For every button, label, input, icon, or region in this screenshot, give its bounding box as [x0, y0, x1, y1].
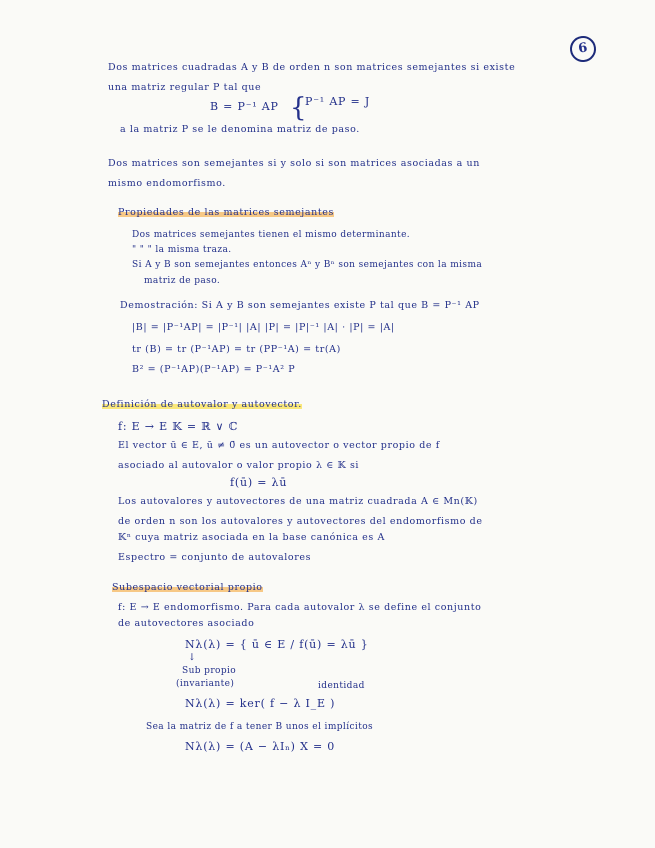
brace-symbol: {: [290, 93, 307, 123]
eigenspace-kernel: Nλ(λ) = ker( f − λ I_E ): [185, 697, 336, 710]
demonstration-det: |B| = |P⁻¹AP| = |P⁻¹| |A| |P| = |P|⁻¹ |A| · |P| = |A|: [132, 322, 395, 333]
matrix-eigen-line-1: Los autovalores y autovectores de una matriz cuadrada A ∈ Mn(𝕂): [118, 496, 478, 507]
definition-line-3: a la matriz P se le denomina matriz de paso.: [120, 124, 360, 135]
property-3b: matriz de paso.: [144, 276, 221, 286]
equation-similarity: B = P⁻¹ AP: [210, 100, 279, 113]
identity-label: identidad: [318, 681, 365, 691]
demonstration-intro: Demostración: Si A y B son semejantes existe P tal que B = P⁻¹ AP: [120, 300, 480, 311]
matrix-eigen-line-3: 𝕂ⁿ cuya matriz asociada en la base canónica es A: [118, 532, 385, 543]
heading-eigenspace: Subespacio vectorial propio: [112, 582, 263, 593]
definition-line-1: Dos matrices cuadradas A y B de orden n son matrices semejantes si existe: [108, 62, 516, 73]
property-2: " " " la misma traza.: [132, 245, 232, 255]
eigen-def-line-1: El vector ū ∈ E, ū ≠ 0̄ es un autovector o vector propio de f: [118, 440, 440, 451]
theorem-line-2: mismo endomorfismo.: [108, 178, 226, 189]
page-number: 6: [568, 34, 597, 63]
demonstration-square: B² = (P⁻¹AP)(P⁻¹AP) = P⁻¹A² P: [132, 364, 296, 375]
demonstration-trace: tr (B) = tr (P⁻¹AP) = tr (PP⁻¹A) = tr(A): [132, 344, 341, 355]
eigen-domain: f: E → E 𝕂 = ℝ ∨ ℂ: [118, 420, 239, 433]
arrow-down: ↓: [188, 652, 197, 663]
subspace-label: Sub propio: [182, 666, 237, 676]
property-3a: Si A y B son semejantes entonces Aⁿ y Bⁿ son semejantes con la misma: [132, 260, 483, 270]
heading-eigen-definition: Definición de autovalor y autovector.: [102, 399, 302, 410]
implicit-equations-line: Sea la matriz de f a tener B unos el implícitos: [146, 722, 374, 732]
eigen-equation: f(ū) = λū: [230, 476, 288, 489]
eigenspace-matrix-equation: Nλ(λ) = (A − λIₙ) X = 0: [185, 740, 336, 753]
definition-line-2: una matriz regular P tal que: [108, 82, 262, 93]
matrix-eigen-line-2: de orden n son los autovalores y autovectores del endomorfismo de: [118, 516, 483, 527]
invariant-label: (invariante): [176, 679, 235, 689]
equation-jordan: P⁻¹ AP = J: [305, 95, 371, 108]
heading-properties: Propiedades de las matrices semejantes: [118, 207, 334, 218]
eigenspace-line-1: f: E → E endomorfismo. Para cada autovalor λ se define el conjunto: [118, 602, 482, 613]
eigenspace-set: Nλ(λ) = { ū ∈ E / f(ū) = λū }: [185, 638, 369, 651]
spectrum-definition: Espectro = conjunto de autovalores: [118, 552, 312, 563]
eigen-def-line-2: asociado al autovalor o valor propio λ ∈ 𝕂 si: [118, 460, 360, 471]
theorem-line-1: Dos matrices son semejantes si y solo si son matrices asociadas a un: [108, 158, 480, 169]
property-1: Dos matrices semejantes tienen el mismo determinante.: [132, 230, 411, 240]
eigenspace-line-2: de autovectores asociado: [118, 618, 255, 629]
